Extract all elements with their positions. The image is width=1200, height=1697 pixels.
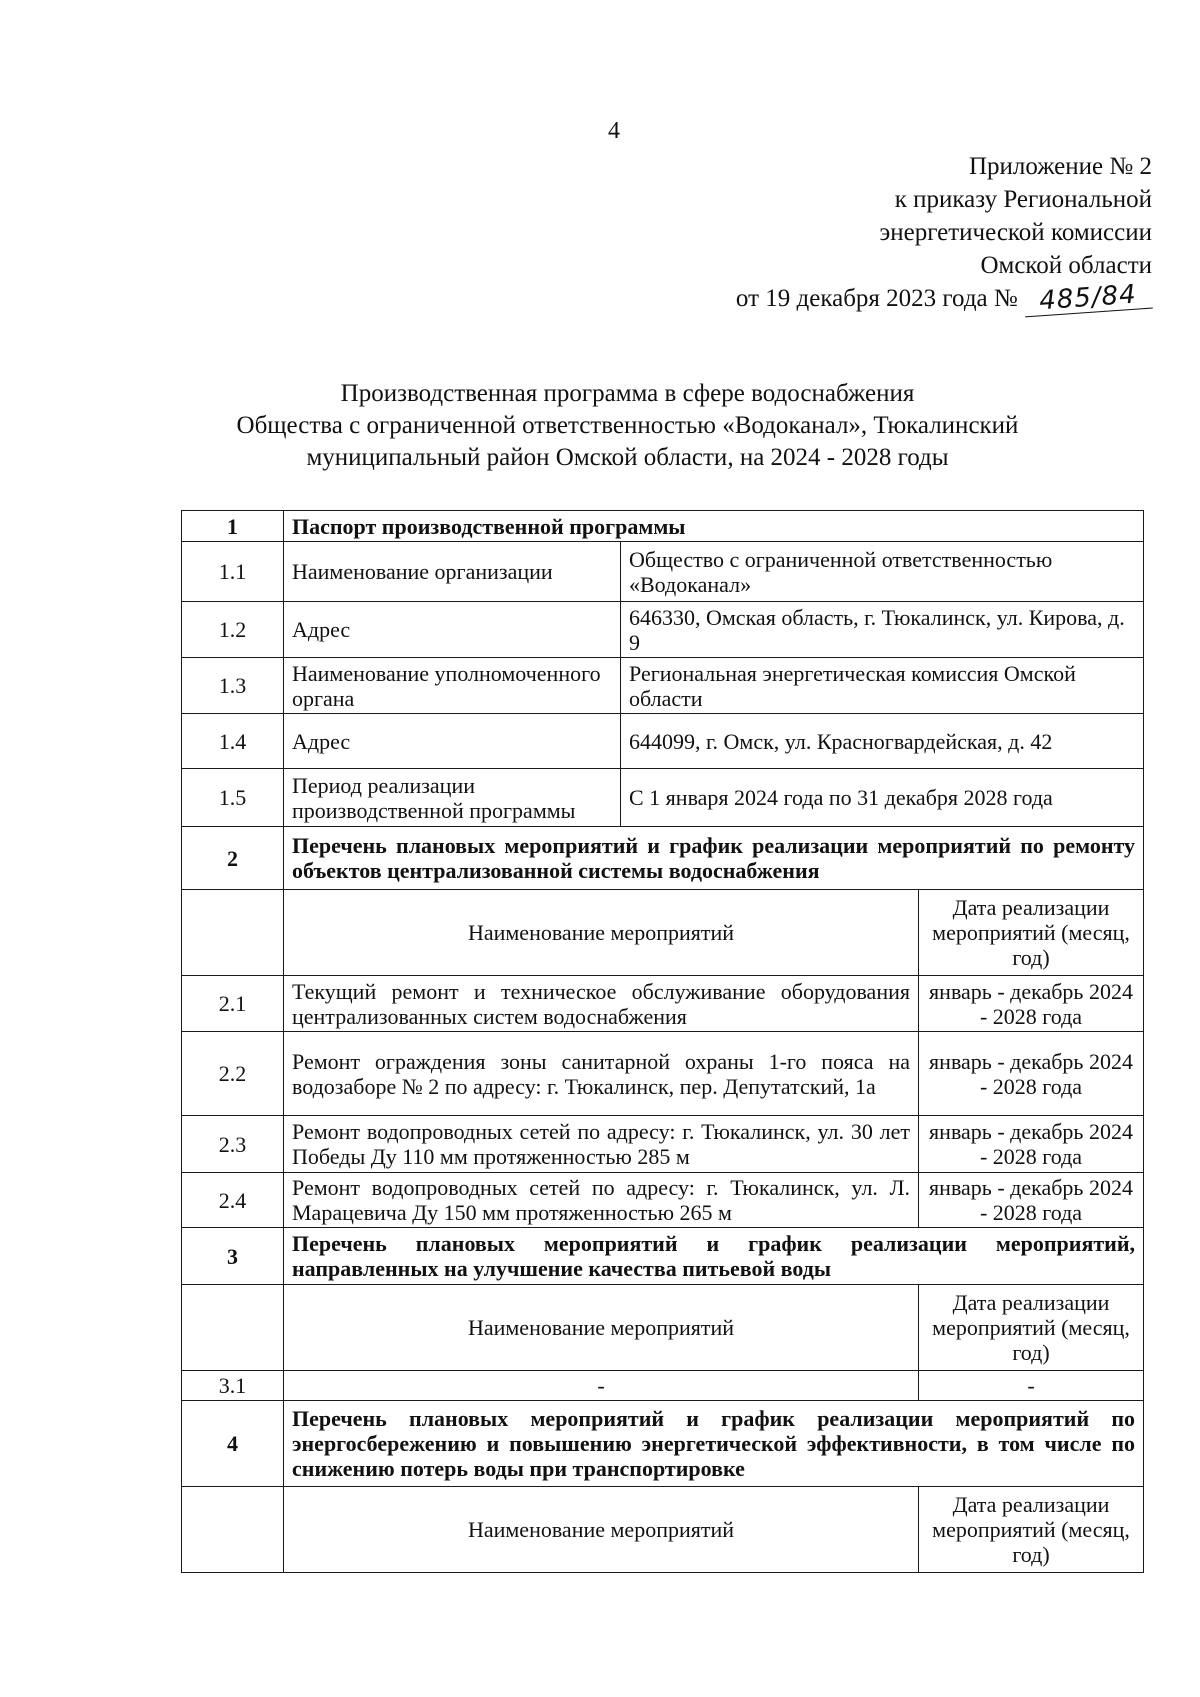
order-date-line [735,279,1152,317]
title-line: Производственная программа в сфере водоснабжения [340,380,915,407]
section-header-row [182,827,1144,890]
row-number: 2.3 [182,1116,284,1173]
table-row [182,658,1144,714]
table-row [182,542,1144,602]
order-number-handwritten: 485/84 [1023,280,1153,318]
section-title: Паспорт производственной программы [284,511,1144,542]
section-number: 4 [182,1401,284,1487]
measure-name: Ремонт водопроводных сетей по адресу: г. Тюкалинск, ул. Л. Марацевича Ду 150 мм протяженностью 265 м [284,1173,919,1228]
title-line: муниципальный район Омской области, на 2024 - 2028 годы [306,444,949,471]
appendix-line: Приложение № 2 [968,153,1152,180]
measure-date: январь - декабрь 2024 - 2028 года [919,976,1144,1032]
row-label: Период реализации производственной программы [284,769,621,827]
row-number: 2.4 [182,1173,284,1228]
measure-date: январь - декабрь 2024 - 2028 года [919,1116,1144,1173]
order-date: от 19 декабря 2023 года № [735,285,1018,312]
document-title [170,378,1085,474]
table-row [182,1173,1144,1228]
measure-name: - [284,1371,919,1401]
column-header-row [182,1285,1144,1371]
title-line: Общества с ограниченной ответственностью «Водоканал», Тюкалинский [236,412,1019,439]
row-number: 2.2 [182,1032,284,1116]
appendix-block [736,150,1152,315]
appendix-line: энергетической комиссии [879,219,1152,246]
table-row [182,1116,1144,1173]
column-header-row [182,1487,1144,1573]
column-header-name: Наименование мероприятий [284,1487,919,1573]
measure-name: Текущий ремонт и техническое обслуживание оборудования централизованных систем водоснабжения [284,976,919,1032]
row-value: Общество с ограниченной ответственностью «Водоканал» [621,542,1144,602]
row-value: 646330, Омская область, г. Тюкалинск, ул. Кирова, д. 9 [621,602,1144,658]
section-number: 1 [182,511,284,542]
column-header-date: Дата реализации мероприятий (месяц, год) [919,1285,1144,1371]
section-title: Перечень плановых мероприятий и график реализации мероприятий по энергосбережению и повышению энергетической эффективности, в том числе по снижению потерь воды при транспортировке [284,1401,1144,1487]
row-number: 1.1 [182,542,284,602]
table-row [182,1371,1144,1401]
empty-cell [182,1487,284,1573]
row-value: Региональная энергетическая комиссия Омской области [621,658,1144,714]
measure-date: январь - декабрь 2024 - 2028 года [919,1032,1144,1116]
measure-date: январь - декабрь 2024 - 2028 года [919,1173,1144,1228]
row-number: 1.2 [182,602,284,658]
row-number: 1.3 [182,658,284,714]
row-number: 3.1 [182,1371,284,1401]
row-number: 1.4 [182,714,284,769]
column-header-row [182,890,1144,976]
table-row [182,602,1144,658]
row-value: С 1 января 2024 года по 31 декабря 2028 года [621,769,1144,827]
column-header-date: Дата реализации мероприятий (месяц, год) [919,1487,1144,1573]
empty-cell [182,890,284,976]
table-row [182,1032,1144,1116]
row-label: Адрес [284,714,621,769]
row-number: 1.5 [182,769,284,827]
appendix-line: Омской области [980,252,1152,279]
measure-name: Ремонт водопроводных сетей по адресу: г. Тюкалинск, ул. 30 лет Победы Ду 110 мм протяженностью 285 м [284,1116,919,1173]
row-number: 2.1 [182,976,284,1032]
section-header-row [182,1401,1144,1487]
row-value: 644099, г. Омск, ул. Красногвардейская, д. 42 [621,714,1144,769]
program-table [181,510,1144,1573]
section-header-row [182,1228,1144,1285]
measure-name: Ремонт ограждения зоны санитарной охраны 1-го пояса на водозаборе № 2 по адресу: г. Тюкалинск, пер. Депутатский, 1а [284,1032,919,1116]
measure-date: - [919,1371,1144,1401]
row-label: Адрес [284,602,621,658]
column-header-date: Дата реализации мероприятий (месяц, год) [919,890,1144,976]
column-header-name: Наименование мероприятий [284,890,919,976]
page-number: 4 [608,118,620,144]
section-title: Перечень плановых мероприятий и график реализации мероприятий по ремонту объектов централизованной системы водоснабжения [284,827,1144,890]
table-row [182,976,1144,1032]
section-number: 3 [182,1228,284,1285]
column-header-name: Наименование мероприятий [284,1285,919,1371]
empty-cell [182,1285,284,1371]
appendix-line: к приказу Региональной [894,186,1152,213]
row-label: Наименование уполномоченного органа [284,658,621,714]
section-number: 2 [182,827,284,890]
table-row [182,714,1144,769]
table-row [182,769,1144,827]
row-label: Наименование организации [284,542,621,602]
section-header-row [182,511,1144,542]
section-title: Перечень плановых мероприятий и график реализации мероприятий, направленных на улучшение качества питьевой воды [284,1228,1144,1285]
